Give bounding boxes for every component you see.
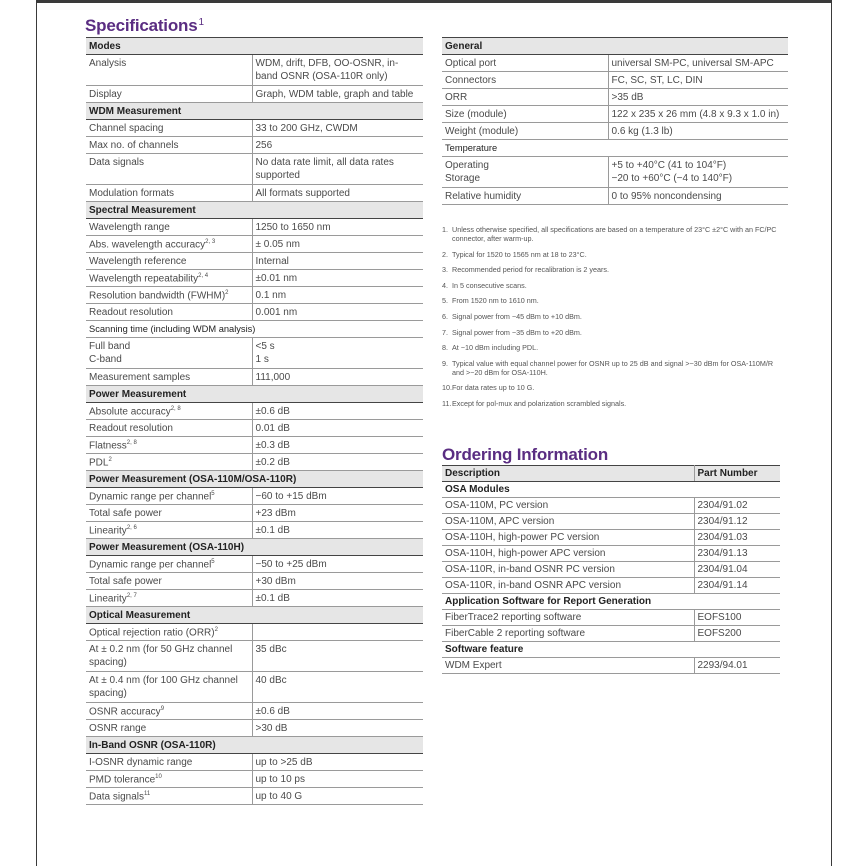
footnotes bbox=[442, 225, 787, 415]
spec-value: ±0.1 dB bbox=[252, 522, 423, 539]
spec-label-text: Dynamic range per channel bbox=[89, 491, 212, 503]
section-header-row bbox=[86, 103, 423, 120]
spec-row bbox=[86, 788, 423, 805]
section-title: General bbox=[442, 38, 788, 55]
spec-label-text: Optical rejection ratio (ORR) bbox=[89, 627, 215, 639]
spec-label-text: I-OSNR dynamic range bbox=[89, 756, 193, 768]
ordering-description: OSA-110M, PC version bbox=[442, 498, 694, 514]
spec-row bbox=[86, 624, 423, 641]
spec-row bbox=[86, 219, 423, 236]
ordering-description: OSA-110R, in-band OSNR PC version bbox=[442, 562, 694, 578]
spec-label bbox=[86, 304, 252, 321]
spec-label bbox=[86, 55, 252, 86]
ordering-group-title: Application Software for Report Generation bbox=[442, 594, 780, 610]
ordering-row bbox=[442, 530, 780, 546]
spec-label-text: Total safe power bbox=[89, 507, 162, 519]
spec-label-text: Modulation formats bbox=[89, 187, 175, 199]
spec-row bbox=[442, 72, 788, 89]
subsection-row bbox=[442, 140, 788, 157]
ordering-description: OSA-110R, in-band OSNR APC version bbox=[442, 578, 694, 594]
footnote-number: 6. bbox=[442, 311, 448, 321]
spec-value: 0.6 kg (1.3 lb) bbox=[608, 123, 788, 140]
ordering-part-number: 2293/94.01 bbox=[694, 658, 780, 674]
spec-row bbox=[86, 236, 423, 253]
ordering-part-number: 2304/91.02 bbox=[694, 498, 780, 514]
spec-label-text: Absolute accuracy bbox=[89, 406, 171, 418]
spec-label bbox=[86, 573, 252, 590]
spec-row bbox=[86, 437, 423, 454]
spec-row bbox=[86, 522, 423, 539]
ordering-group-row bbox=[442, 642, 780, 658]
footnote bbox=[442, 312, 787, 321]
spec-row bbox=[86, 154, 423, 185]
spec-value: No data rate limit, all data rates supported bbox=[252, 154, 423, 185]
spec-label bbox=[86, 556, 252, 573]
footnote-number: 5. bbox=[442, 296, 448, 306]
ordering-row bbox=[442, 546, 780, 562]
spec-label bbox=[86, 624, 252, 641]
spec-label bbox=[442, 123, 608, 140]
spec-label-text: Channel spacing bbox=[89, 122, 164, 134]
footnote-number: 4. bbox=[442, 280, 448, 290]
spec-label bbox=[442, 72, 608, 89]
spec-label-text: PDL bbox=[89, 457, 109, 469]
page-left-border bbox=[36, 0, 37, 866]
spec-label bbox=[86, 754, 252, 771]
footnote bbox=[442, 296, 787, 305]
footnote-text: In 5 consecutive scans. bbox=[452, 280, 527, 290]
footnote-text: From 1520 nm to 1610 nm. bbox=[452, 296, 539, 306]
footnote-text: Signal power from −45 dBm to +10 dBm. bbox=[452, 311, 582, 321]
spec-label bbox=[86, 590, 252, 607]
spec-value: universal SM-PC, universal SM-APC bbox=[608, 55, 788, 72]
spec-value: +5 to +40°C (41 to 104°F) −20 to +60°C (−4 to 140°F) bbox=[608, 157, 788, 188]
spec-row bbox=[86, 556, 423, 573]
spec-label-text: Total safe power bbox=[89, 575, 162, 587]
spec-label-text: Analysis bbox=[89, 58, 127, 69]
spec-label bbox=[86, 437, 252, 454]
spec-row bbox=[86, 185, 423, 202]
spec-label bbox=[86, 253, 252, 270]
description-header: Description bbox=[442, 466, 694, 482]
footnote bbox=[442, 225, 787, 243]
spec-label-text: Optical port bbox=[445, 57, 497, 69]
footnote-ref: 11 bbox=[144, 791, 151, 798]
spec-label bbox=[86, 154, 252, 185]
ordering-header-row bbox=[442, 466, 780, 482]
ordering-row bbox=[442, 658, 780, 674]
spec-value: up to 10 ps bbox=[252, 771, 423, 788]
spec-label-text: Full band C-band bbox=[89, 341, 131, 365]
spec-label bbox=[86, 236, 252, 253]
spec-row bbox=[86, 369, 423, 386]
section-header-row bbox=[86, 607, 423, 624]
spec-value: ±0.6 dB bbox=[252, 403, 423, 420]
page-right-border bbox=[831, 0, 832, 866]
spec-value: 122 x 235 x 26 mm (4.8 x 9.3 x 1.0 in) bbox=[608, 106, 788, 123]
spec-row bbox=[86, 488, 423, 505]
subsection-title: Scanning time (including WDM analysis) bbox=[86, 321, 423, 338]
spec-value: ±0.6 dB bbox=[252, 703, 423, 720]
spec-label-text: Resolution bandwidth (FWHM) bbox=[89, 290, 226, 302]
spec-label-text: OSNR range bbox=[89, 722, 147, 734]
spec-label-text: ORR bbox=[445, 91, 468, 103]
ordering-group-title: Software feature bbox=[442, 642, 780, 658]
section-title: Optical Measurement bbox=[86, 607, 423, 624]
footnote-text: For data rates up to 10 G. bbox=[452, 383, 535, 393]
spec-label-text: Wavelength reference bbox=[89, 255, 187, 267]
general-table bbox=[442, 37, 788, 205]
section-header-row bbox=[86, 38, 423, 55]
ordering-description: OSA-110M, APC version bbox=[442, 514, 694, 530]
footnote-text: Except for pol-mux and polarization scrambled signals. bbox=[452, 398, 627, 408]
spec-label bbox=[86, 120, 252, 137]
footnote-ref: 2, 8 bbox=[170, 406, 181, 413]
footnote-text: Typical for 1520 to 1565 nm at 18 to 23°C. bbox=[452, 249, 587, 259]
section-title: Spectral Measurement bbox=[86, 202, 423, 219]
ordering-part-number: EOFS200 bbox=[694, 626, 780, 642]
footnote-number: 11. bbox=[442, 398, 452, 408]
spec-row bbox=[442, 188, 788, 205]
spec-label-text: Connectors bbox=[445, 74, 497, 86]
spec-row bbox=[86, 137, 423, 154]
spec-label bbox=[86, 270, 252, 287]
spec-label bbox=[86, 185, 252, 202]
footnote-text: Signal power from −35 dBm to +20 dBm. bbox=[452, 327, 582, 337]
spec-value: All formats supported bbox=[252, 185, 423, 202]
footnote-ref: 2, 7 bbox=[126, 593, 137, 600]
spec-value: 1250 to 1650 nm bbox=[252, 219, 423, 236]
spec-label-text: Data signals bbox=[89, 157, 145, 168]
spec-row bbox=[86, 454, 423, 471]
spec-value: 35 dBc bbox=[252, 641, 423, 672]
footnote bbox=[442, 250, 787, 259]
section-title: Modes bbox=[86, 38, 423, 55]
spec-label bbox=[86, 338, 252, 369]
ordering-row bbox=[442, 562, 780, 578]
footnote-number: 2. bbox=[442, 249, 448, 259]
spec-value: 40 dBc bbox=[252, 672, 423, 703]
spec-label bbox=[86, 641, 252, 672]
ordering-row bbox=[442, 578, 780, 594]
spec-label-text: Linearity bbox=[89, 593, 127, 605]
spec-row bbox=[86, 338, 423, 369]
section-title: WDM Measurement bbox=[86, 103, 423, 120]
ordering-description: WDM Expert bbox=[442, 658, 694, 674]
spec-value: 0.01 dB bbox=[252, 420, 423, 437]
footnote bbox=[442, 328, 787, 337]
spec-value bbox=[252, 624, 423, 641]
spec-label bbox=[86, 703, 252, 720]
spec-label bbox=[86, 287, 252, 304]
spec-label bbox=[86, 420, 252, 437]
spec-value: >35 dB bbox=[608, 89, 788, 106]
spec-label-text: Data signals bbox=[89, 791, 145, 803]
footnote-number: 1. bbox=[442, 225, 448, 234]
section-title: Power Measurement (OSA-110M/OSA-110R) bbox=[86, 471, 423, 488]
spec-row bbox=[86, 86, 423, 103]
footnote-number: 9. bbox=[442, 358, 448, 368]
spec-value: 0.001 nm bbox=[252, 304, 423, 321]
footnote-ref: 9 bbox=[160, 706, 165, 713]
footnote-text: At −10 dBm including PDL. bbox=[452, 343, 539, 353]
ordering-group-title: OSA Modules bbox=[442, 482, 780, 498]
spec-row bbox=[86, 754, 423, 771]
spec-row bbox=[442, 89, 788, 106]
spec-label-text: Measurement samples bbox=[89, 371, 191, 383]
footnote bbox=[442, 281, 787, 290]
ordering-part-number: 2304/91.13 bbox=[694, 546, 780, 562]
spec-value: 33 to 200 GHz, CWDM bbox=[252, 120, 423, 137]
ordering-row bbox=[442, 610, 780, 626]
spec-value: −50 to +25 dBm bbox=[252, 556, 423, 573]
spec-row bbox=[86, 120, 423, 137]
spec-label-text: OSNR accuracy bbox=[89, 706, 161, 718]
spec-row bbox=[86, 771, 423, 788]
spec-row bbox=[86, 573, 423, 590]
spec-value: 0.1 nm bbox=[252, 287, 423, 304]
spec-label bbox=[86, 522, 252, 539]
spec-value: ± 0.05 nm bbox=[252, 236, 423, 253]
spec-row bbox=[86, 304, 423, 321]
ordering-part-number: 2304/91.03 bbox=[694, 530, 780, 546]
spec-value: +23 dBm bbox=[252, 505, 423, 522]
footnote-ref: 2, 4 bbox=[198, 273, 209, 280]
spec-label bbox=[442, 106, 608, 123]
spec-row bbox=[86, 641, 423, 672]
spec-value: ±0.2 dB bbox=[252, 454, 423, 471]
spec-label-text: PMD tolerance bbox=[89, 774, 156, 786]
footnote-number: 7. bbox=[442, 327, 448, 337]
spec-label-text: Relative humidity bbox=[445, 190, 522, 202]
spec-label bbox=[86, 720, 252, 737]
spec-label bbox=[86, 672, 252, 703]
spec-label-text: Size (module) bbox=[445, 108, 507, 120]
spec-value: up to 40 G bbox=[252, 788, 423, 805]
spec-row bbox=[86, 505, 423, 522]
ordering-row bbox=[442, 626, 780, 642]
spec-row bbox=[442, 106, 788, 123]
spec-value: ±0.01 nm bbox=[252, 270, 423, 287]
spec-row bbox=[86, 703, 423, 720]
spec-row bbox=[86, 287, 423, 304]
section-title: Power Measurement bbox=[86, 386, 423, 403]
specifications-table bbox=[86, 37, 423, 805]
spec-label bbox=[86, 137, 252, 154]
spec-value: ±0.1 dB bbox=[252, 590, 423, 607]
footnote bbox=[442, 265, 787, 274]
spec-value: 256 bbox=[252, 137, 423, 154]
spec-label bbox=[86, 788, 252, 805]
spec-value: >30 dB bbox=[252, 720, 423, 737]
spec-label bbox=[442, 188, 608, 205]
spec-row bbox=[86, 672, 423, 703]
spec-label-text: Readout resolution bbox=[89, 306, 173, 318]
spec-row bbox=[86, 720, 423, 737]
ordering-part-number: 2304/91.04 bbox=[694, 562, 780, 578]
footnote-ref: 2 bbox=[225, 290, 229, 297]
footnote-number: 3. bbox=[442, 265, 448, 275]
spec-row bbox=[86, 403, 423, 420]
spec-value: Graph, WDM table, graph and table bbox=[252, 86, 423, 103]
ordering-table bbox=[442, 465, 780, 674]
footnote-ref: 2 bbox=[214, 627, 218, 634]
spec-row bbox=[442, 123, 788, 140]
spec-value: up to >25 dB bbox=[252, 754, 423, 771]
ordering-information-title: Ordering Information bbox=[442, 445, 609, 464]
spec-value: 0 to 95% noncondensing bbox=[608, 188, 788, 205]
ordering-description: OSA-110H, high-power PC version bbox=[442, 530, 694, 546]
spec-label-text: Weight (module) bbox=[445, 125, 519, 137]
section-header-row bbox=[86, 202, 423, 219]
spec-label-text: Linearity bbox=[89, 525, 127, 537]
section-header-row bbox=[86, 386, 423, 403]
spec-label-text: At ± 0.2 nm (for 50 GHz channel spacing) bbox=[89, 644, 233, 668]
footnote bbox=[442, 359, 787, 377]
subsection-row bbox=[86, 321, 423, 338]
spec-label bbox=[86, 369, 252, 386]
section-header-row bbox=[86, 471, 423, 488]
spec-label-text: Wavelength range bbox=[89, 221, 170, 233]
ordering-description: FiberCable 2 reporting software bbox=[442, 626, 694, 642]
spec-row bbox=[86, 590, 423, 607]
spec-label-text: Max no. of channels bbox=[89, 139, 179, 151]
spec-label-text: Readout resolution bbox=[89, 422, 173, 434]
ordering-row bbox=[442, 514, 780, 530]
part-number-header: Part Number bbox=[694, 466, 780, 482]
spec-label bbox=[442, 157, 608, 188]
section-header-row bbox=[86, 539, 423, 556]
ordering-group-row bbox=[442, 482, 780, 498]
spec-row bbox=[86, 420, 423, 437]
ordering-part-number: EOFS100 bbox=[694, 610, 780, 626]
spec-value: 111,000 bbox=[252, 369, 423, 386]
spec-label-text: Display bbox=[89, 88, 122, 100]
footnote-ref: 5 bbox=[211, 491, 215, 498]
spec-label-text: Abs. wavelength accuracy bbox=[89, 239, 206, 251]
spec-row bbox=[86, 55, 423, 86]
footnote-text: Typical value with equal channel power for OSNR up to 25 dB and signal >−30 dBm for OSA-110M/R and >−20 dBm for OSA-110H. bbox=[452, 358, 774, 377]
section-title: In-Band OSNR (OSA-110R) bbox=[86, 737, 423, 754]
ordering-part-number: 2304/91.12 bbox=[694, 514, 780, 530]
spec-value: +30 dBm bbox=[252, 573, 423, 590]
spec-label bbox=[86, 488, 252, 505]
footnote bbox=[442, 343, 787, 352]
spec-row bbox=[86, 253, 423, 270]
footnote-text: Unless otherwise specified, all specifications are based on a temperature of 23°C ±2°C with an FC/PC connector, after warm-up. bbox=[452, 225, 777, 243]
spec-label bbox=[442, 55, 608, 72]
footnote-ref: 2, 6 bbox=[126, 525, 137, 532]
page-top-border bbox=[36, 0, 832, 3]
spec-value: ±0.3 dB bbox=[252, 437, 423, 454]
spec-label bbox=[86, 505, 252, 522]
spec-label-text: Flatness bbox=[89, 440, 127, 452]
spec-label-text: Wavelength repeatability bbox=[89, 273, 199, 285]
footnote bbox=[442, 383, 787, 392]
footnote-ref: 10 bbox=[155, 774, 162, 781]
ordering-row bbox=[442, 498, 780, 514]
spec-row bbox=[442, 55, 788, 72]
spec-row bbox=[86, 270, 423, 287]
spec-label-text: Operating Storage bbox=[445, 160, 489, 184]
footnote-ref: 5 bbox=[211, 559, 215, 566]
ordering-description: FiberTrace2 reporting software bbox=[442, 610, 694, 626]
spec-label bbox=[86, 403, 252, 420]
spec-value: WDM, drift, DFB, OO-OSNR, in-band OSNR (OSA-110R only) bbox=[252, 55, 423, 86]
ordering-description: OSA-110H, high-power APC version bbox=[442, 546, 694, 562]
section-header-row bbox=[442, 38, 788, 55]
section-title: Power Measurement (OSA-110H) bbox=[86, 539, 423, 556]
spec-row bbox=[442, 157, 788, 188]
spec-label bbox=[442, 89, 608, 106]
spec-value: −60 to +15 dBm bbox=[252, 488, 423, 505]
footnote-text: Recommended period for recalibration is 2 years. bbox=[452, 265, 610, 275]
ordering-part-number: 2304/91.14 bbox=[694, 578, 780, 594]
spec-label-text: Dynamic range per channel bbox=[89, 559, 212, 571]
spec-label bbox=[86, 454, 252, 471]
footnote bbox=[442, 399, 787, 408]
ordering-group-row bbox=[442, 594, 780, 610]
spec-label bbox=[86, 86, 252, 103]
footnote-number: 8. bbox=[442, 343, 448, 353]
spec-value: Internal bbox=[252, 253, 423, 270]
spec-label-text: At ± 0.4 nm (for 100 GHz channel spacing) bbox=[89, 675, 238, 699]
subsection-title: Temperature bbox=[442, 140, 788, 157]
footnote-ref: 2 bbox=[108, 457, 112, 464]
spec-label bbox=[86, 219, 252, 236]
spec-value: FC, SC, ST, LC, DIN bbox=[608, 72, 788, 89]
footnote-ref: 2, 8 bbox=[126, 440, 137, 447]
spec-value: <5 s 1 s bbox=[252, 338, 423, 369]
footnote-ref: 2, 3 bbox=[205, 239, 216, 246]
footnote-number: 10. bbox=[442, 383, 452, 393]
specifications-title: Specifications$^1$ bbox=[85, 16, 204, 35]
section-header-row bbox=[86, 737, 423, 754]
spec-label bbox=[86, 771, 252, 788]
